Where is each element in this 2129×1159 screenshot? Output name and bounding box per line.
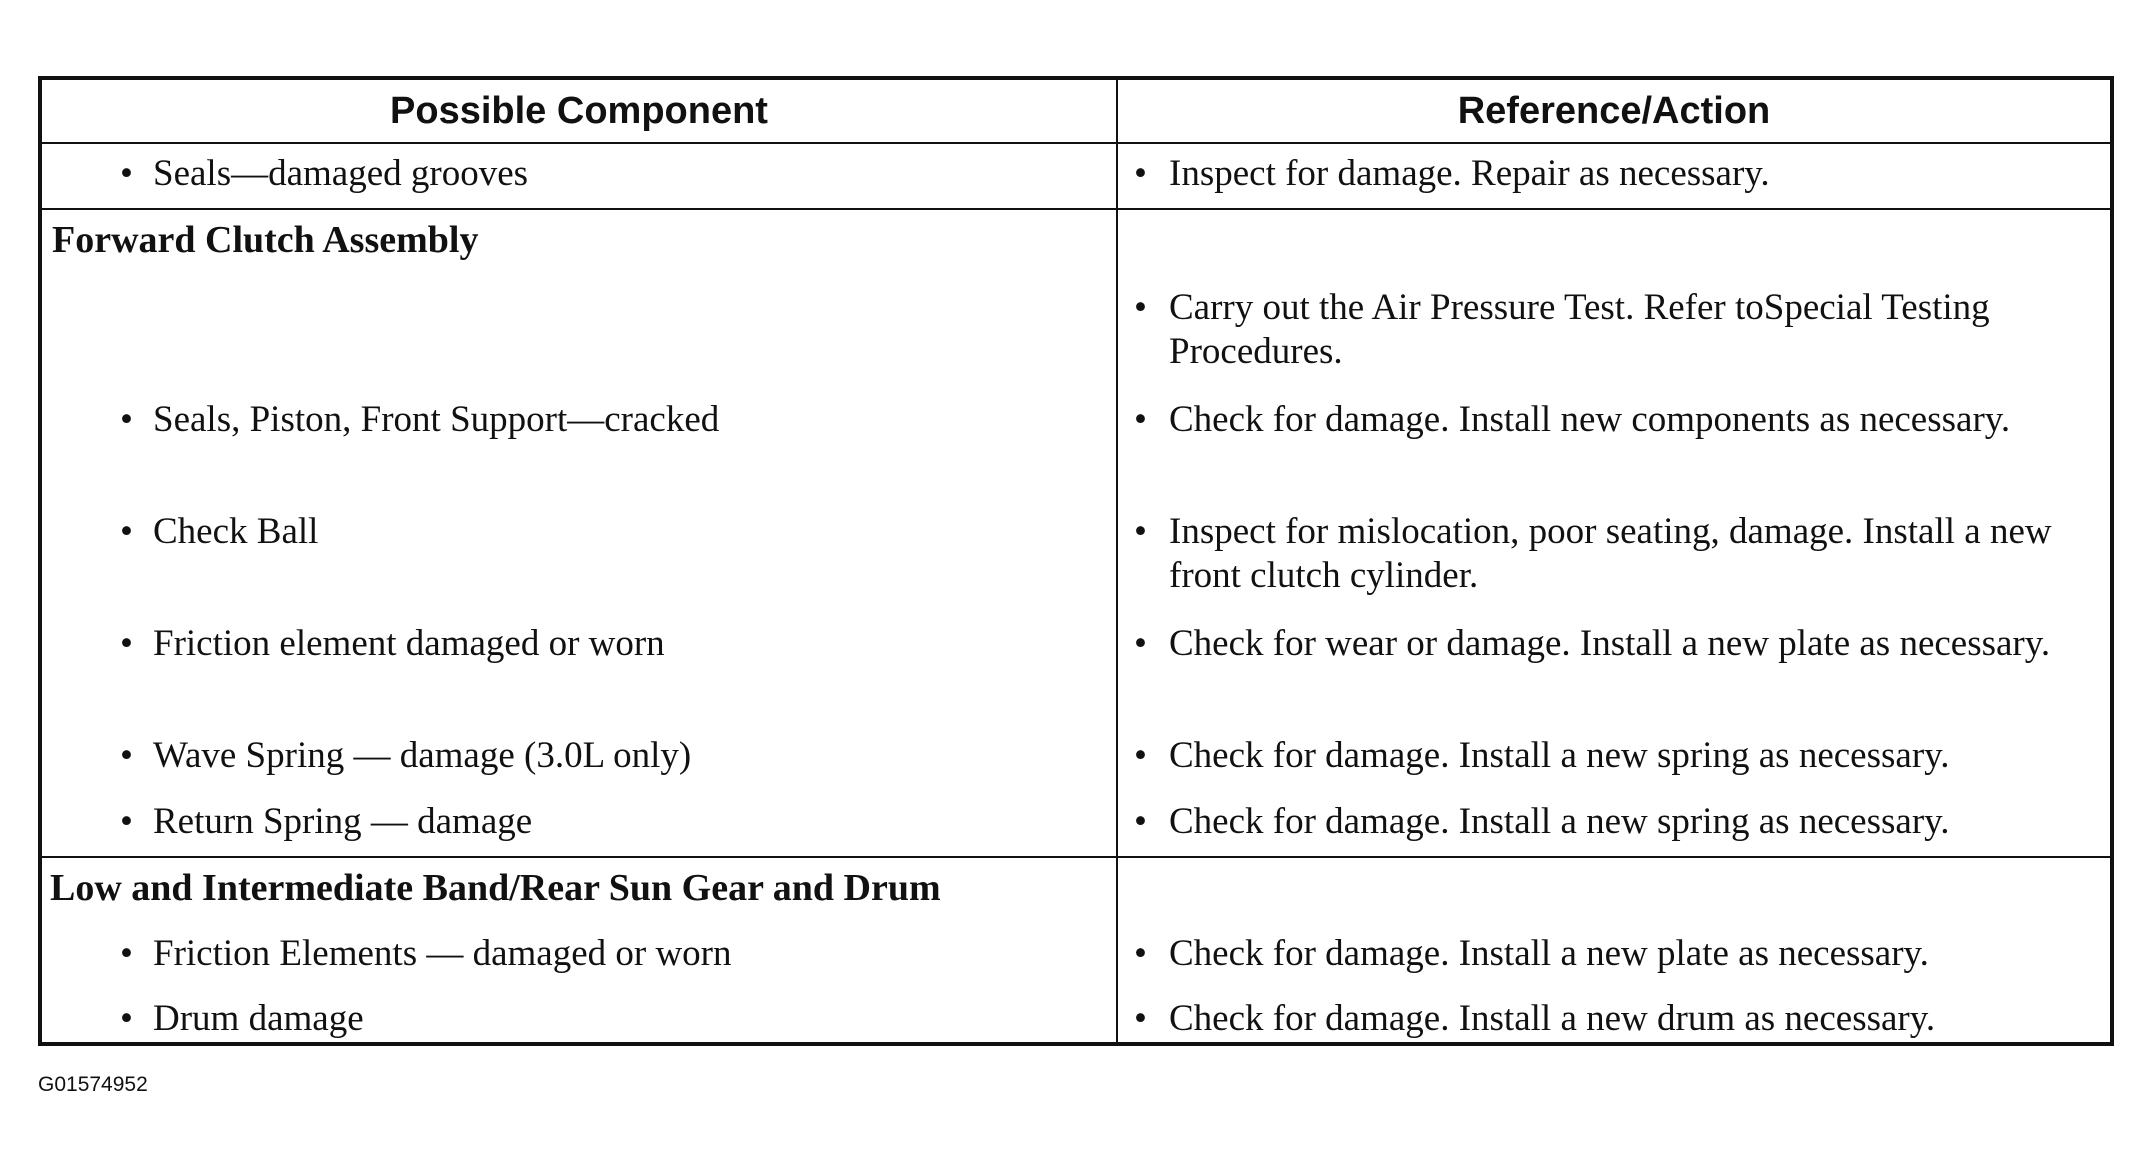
component-text: Seals, Piston, Front Support—cracked <box>153 399 720 440</box>
bullet: • <box>1134 801 1147 842</box>
bullet: • <box>1134 511 1147 552</box>
bullet: • <box>1134 153 1147 194</box>
action-text: Check for damage. Install new components as necessary. <box>1169 399 2011 440</box>
bullet: • <box>120 511 133 552</box>
bullet: • <box>120 735 133 776</box>
table-row-component <box>120 152 1100 196</box>
table-row-component <box>120 997 1100 1041</box>
component-text: Check Ball <box>153 511 319 552</box>
bullet: • <box>120 933 133 974</box>
table-row-action <box>1134 510 2084 598</box>
figure-id: G01574952 <box>38 1073 148 1096</box>
column-divider <box>1116 80 1118 1042</box>
table-row-action <box>1134 734 2104 778</box>
action-text: Inspect for damage. Repair as necessary. <box>1169 153 1770 194</box>
action-text: Carry out the Air Pressure Test. Refer toSpecial Testing Procedures. <box>1169 287 1990 372</box>
table-row-component <box>120 932 1100 976</box>
table-row-component <box>120 800 1100 844</box>
diagnosis-table <box>38 76 2114 1046</box>
table-row-component <box>120 510 1100 554</box>
group-divider <box>42 856 2110 858</box>
table-row-action <box>1134 800 2104 844</box>
bullet: • <box>1134 998 1147 1039</box>
component-text: Drum damage <box>153 998 364 1039</box>
bullet: • <box>120 399 133 440</box>
table-row-action <box>1134 932 2104 976</box>
bullet: • <box>120 801 133 842</box>
table-row-action <box>1134 398 2084 442</box>
table-row-component <box>120 398 1100 442</box>
table-row-component <box>120 622 1100 666</box>
component-text: Seals—damaged grooves <box>153 153 529 194</box>
table-row-component <box>120 734 1100 778</box>
bullet: • <box>120 998 133 1039</box>
bullet: • <box>1134 933 1147 974</box>
component-text: Friction element damaged or worn <box>153 623 665 664</box>
group-divider <box>42 208 2110 210</box>
action-text: Inspect for mislocation, poor seating, damage. Install a new front clutch cylinder. <box>1169 511 2052 596</box>
table-row-action <box>1134 286 2084 374</box>
bullet: • <box>1134 287 1147 328</box>
group-title-low-intermediate-band: Low and Intermediate Band/Rear Sun Gear and Drum <box>50 867 941 909</box>
header-reference-action: Reference/Action <box>1457 89 1771 132</box>
bullet: • <box>120 153 133 194</box>
component-text: Return Spring — damage <box>153 801 533 842</box>
action-text: Check for damage. Install a new spring as necessary. <box>1169 801 1950 842</box>
action-text: Check for damage. Install a new plate as necessary. <box>1169 933 1929 974</box>
group-title-forward-clutch: Forward Clutch Assembly <box>52 219 479 261</box>
table-row-action <box>1134 997 2104 1041</box>
action-text: Check for damage. Install a new drum as necessary. <box>1169 998 1936 1039</box>
action-text: Check for wear or damage. Install a new plate as necessary. <box>1169 623 2051 664</box>
table-row-action <box>1134 152 2084 196</box>
bullet: • <box>1134 735 1147 776</box>
header-divider <box>42 142 2110 144</box>
bullet: • <box>120 623 133 664</box>
table-row-action <box>1134 622 2084 666</box>
component-text: Wave Spring — damage (3.0L only) <box>153 735 692 776</box>
action-text: Check for damage. Install a new spring as necessary. <box>1169 735 1950 776</box>
bullet: • <box>1134 623 1147 664</box>
header-possible-component: Possible Component <box>390 89 768 132</box>
component-text: Friction Elements — damaged or worn <box>153 933 732 974</box>
bullet: • <box>1134 399 1147 440</box>
